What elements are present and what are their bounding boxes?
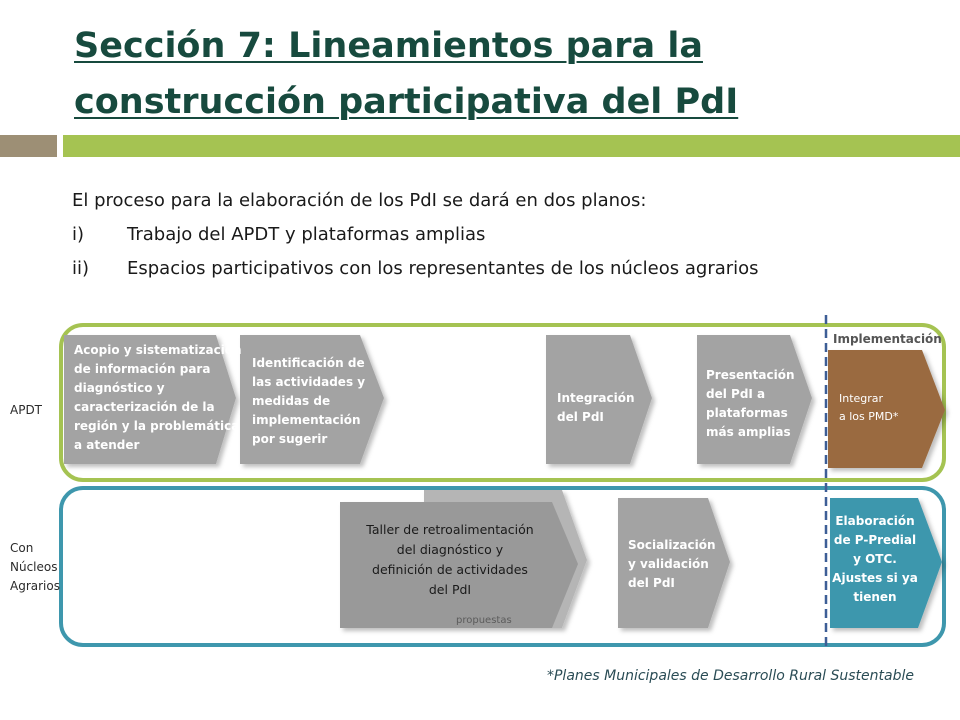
intro-item-number: ii)	[72, 258, 90, 279]
step-text-line: Socialización	[628, 538, 716, 552]
title-line-1: Sección 7: Lineamientos para la	[74, 26, 703, 66]
intro-item-text: Espacios participativos con los representantes de los núcleos agrarios	[127, 258, 759, 279]
step-text-line: caracterización de la	[74, 400, 215, 414]
apdt-row-label: APDT	[10, 403, 43, 417]
title-line-2: construcción participativa del PdI	[74, 82, 739, 122]
intro-item	[72, 218, 759, 252]
step-text-line: del PdI	[557, 410, 604, 424]
step-text-line: medidas de	[252, 394, 331, 408]
step-text-line: Identificación de	[252, 356, 365, 370]
step-text-line: región y la problemática	[74, 419, 240, 433]
step-text-line: Presentación	[706, 368, 795, 382]
footnote: *Planes Municipales de Desarrollo Rural Sustentable	[546, 668, 914, 684]
step-text-line: diagnóstico y	[74, 381, 165, 395]
page-title	[74, 18, 774, 130]
step-text-line: por sugerir	[252, 432, 328, 446]
step-text-line: Acopio y sistematización	[74, 343, 242, 357]
step-text-line: de información para	[74, 362, 211, 376]
header-accent-bar	[0, 135, 57, 157]
step-text-line: Ajustes si ya	[832, 571, 918, 585]
step-text-line: Elaboración	[835, 514, 915, 528]
hidden-step-fragment: propuestas	[456, 615, 512, 626]
step-text-line: y OTC.	[853, 552, 897, 566]
intro-item	[72, 252, 759, 286]
step-text-line: a atender	[74, 438, 140, 452]
nucleos-row-label: Con	[10, 541, 34, 555]
step-text-line: del diagnóstico y	[396, 542, 504, 557]
nucleos-row-label: Agrarios	[10, 579, 60, 593]
step-text-line: del PdI a	[706, 387, 766, 401]
nucleos-row-label: Núcleos	[10, 560, 58, 574]
step-text-line: Integración	[557, 391, 635, 405]
intro-item-number: i)	[72, 224, 85, 245]
step-text-line: tienen	[853, 590, 897, 604]
step-text-line: definición de actividades	[372, 562, 528, 577]
step-text-line: a los PMD*	[839, 410, 899, 423]
step-text-line: de P-Predial	[833, 533, 917, 547]
step-text-line: las actividades y	[252, 375, 366, 389]
step-text-line: más amplias	[706, 425, 791, 439]
process-diagram	[0, 310, 960, 660]
header-rule-bar	[63, 135, 960, 157]
step-text-line: implementación	[252, 413, 361, 427]
step-text-line: del PdI	[628, 576, 675, 590]
intro-lead: El proceso para la elaboración de los PdI se dará en dos planos:	[72, 190, 647, 211]
apdt-step-5-arrow	[828, 350, 945, 468]
phase-label: Implementación	[833, 332, 942, 346]
step-text-line: plataformas	[706, 406, 788, 420]
step-text-line: Integrar	[839, 392, 884, 405]
intro-text	[72, 184, 759, 286]
step-text-line: del PdI	[428, 582, 472, 597]
step-text-line: Taller de retroalimentación	[366, 522, 534, 537]
step-text-line: y validación	[628, 557, 709, 571]
intro-item-text: Trabajo del APDT y plataformas amplias	[127, 224, 486, 245]
